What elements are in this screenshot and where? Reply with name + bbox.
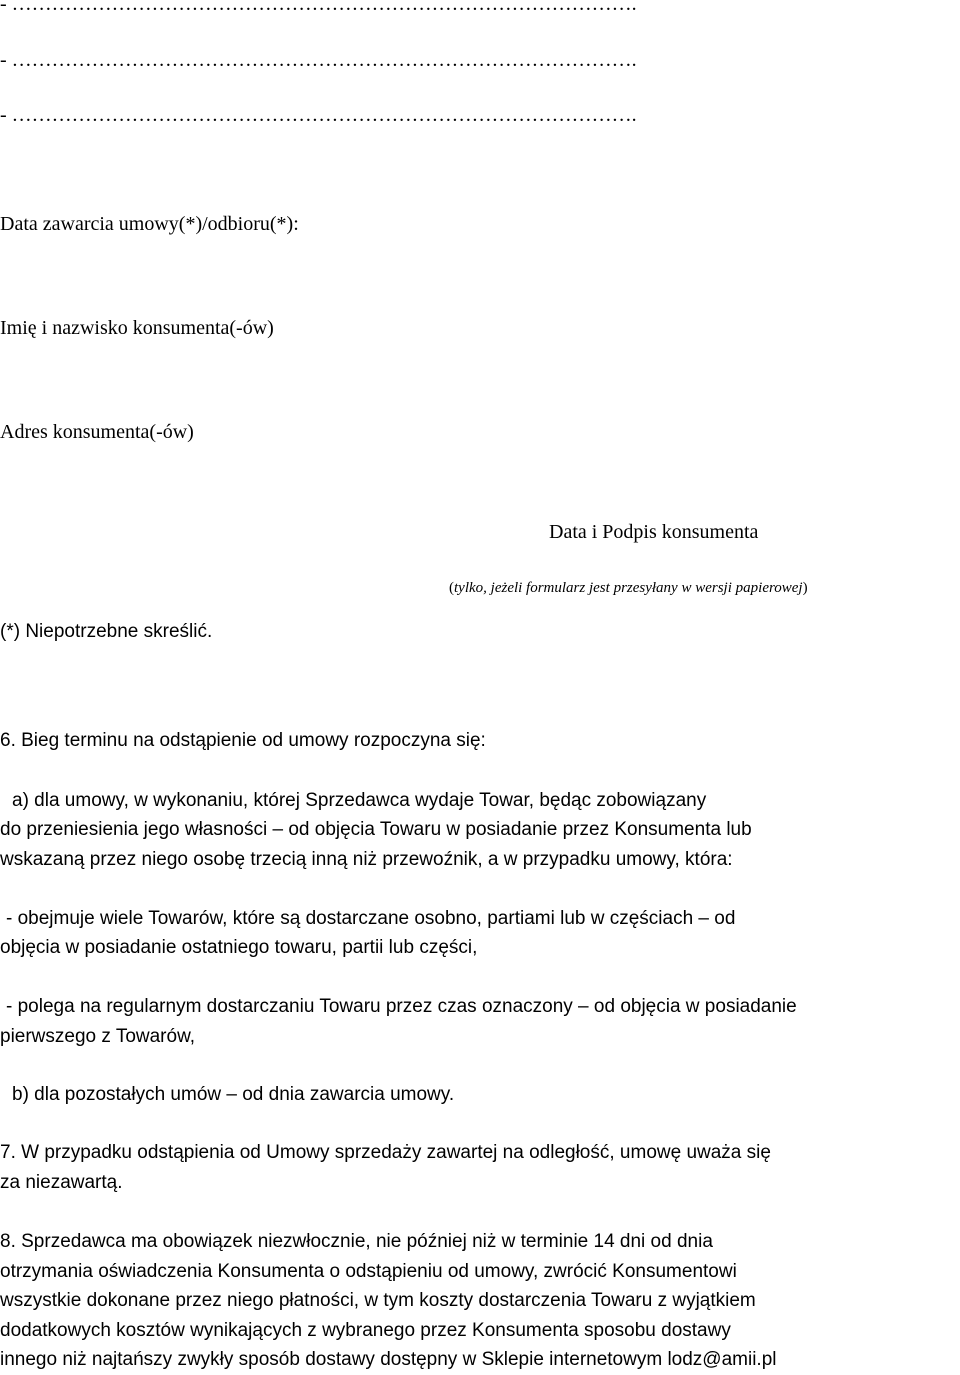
dotted-placeholder-line: - …………………………………………………………………………………. (0, 49, 637, 71)
footnote: (*) Niepotrzebne skreślić. (0, 621, 213, 642)
section6-bullet-line: objęcia w posiadanie ostatniego towaru, partii lub części, (0, 937, 478, 958)
consumer-address-label: Adres konsumenta(-ów) (0, 421, 194, 443)
section6-bullet-line: - obejmuje wiele Towarów, które są dostarczane osobno, partiami lub w częściach – od (6, 908, 736, 929)
section8-line: 8. Sprzedawca ma obowiązek niezwłocznie, nie później niż w terminie 14 dni od dnia (0, 1231, 713, 1252)
signature-note (449, 576, 808, 600)
section6-b-line: b) dla pozostałych umów – od dnia zawarcia umowy. (12, 1084, 455, 1105)
section8-line: otrzymania oświadczenia Konsumenta o odstąpieniu od umowy, zwrócić Konsumentowi (0, 1261, 737, 1282)
section6-a-line: do przeniesienia jego własności – od objęcia Towaru w posiadanie przez Konsumenta lub (0, 819, 752, 840)
section8-line: dodatkowych kosztów wynikających z wybranego przez Konsumenta sposobu dostawy (0, 1320, 731, 1341)
consumer-name-label: Imię i nazwisko konsumenta(-ów) (0, 317, 274, 339)
signature-note-close: ) (802, 580, 808, 596)
section7-line: 7. W przypadku odstąpienia od Umowy sprzedaży zawartej na odległość, umowę uważa się (0, 1142, 771, 1163)
section6-a-line: a) dla umowy, w wykonaniu, której Sprzedawca wydaje Towar, będąc zobowiązany (12, 790, 707, 811)
section8-line: wszystkie dokonane przez niego płatności, w tym koszty dostarczenia Towaru z wyjątkiem (0, 1290, 756, 1311)
section6-bullet-line: pierwszego z Towarów, (0, 1026, 196, 1047)
section6-heading: 6. Bieg terminu na odstąpienie od umowy rozpoczyna się: (0, 730, 486, 751)
section7-line: za niezawartą. (0, 1172, 123, 1193)
dotted-placeholder-line: - …………………………………………………………………………………. (0, 104, 637, 126)
section8-line: innego niż najtańszy zwykły sposób dostawy dostępny w Sklepie internetowym lodz@amii.pl (0, 1349, 777, 1370)
section6-a-line: wskazaną przez niego osobę trzecią inną niż przewoźnik, a w przypadku umowy, która: (0, 849, 733, 870)
signature-note-open: ( (449, 580, 454, 596)
dotted-placeholder-line: - …………………………………………………………………………………. (0, 0, 637, 15)
signature-label: Data i Podpis konsumenta (549, 521, 759, 543)
section6-bullet-line: - polega na regularnym dostarczaniu Towaru przez czas oznaczony – od objęcia w posiadanie (6, 996, 797, 1017)
signature-note-text: tylko, jeżeli formularz jest przesyłany w wersji papierowej (454, 580, 803, 596)
contract-date-label: Data zawarcia umowy(*)/odbioru(*): (0, 213, 299, 235)
